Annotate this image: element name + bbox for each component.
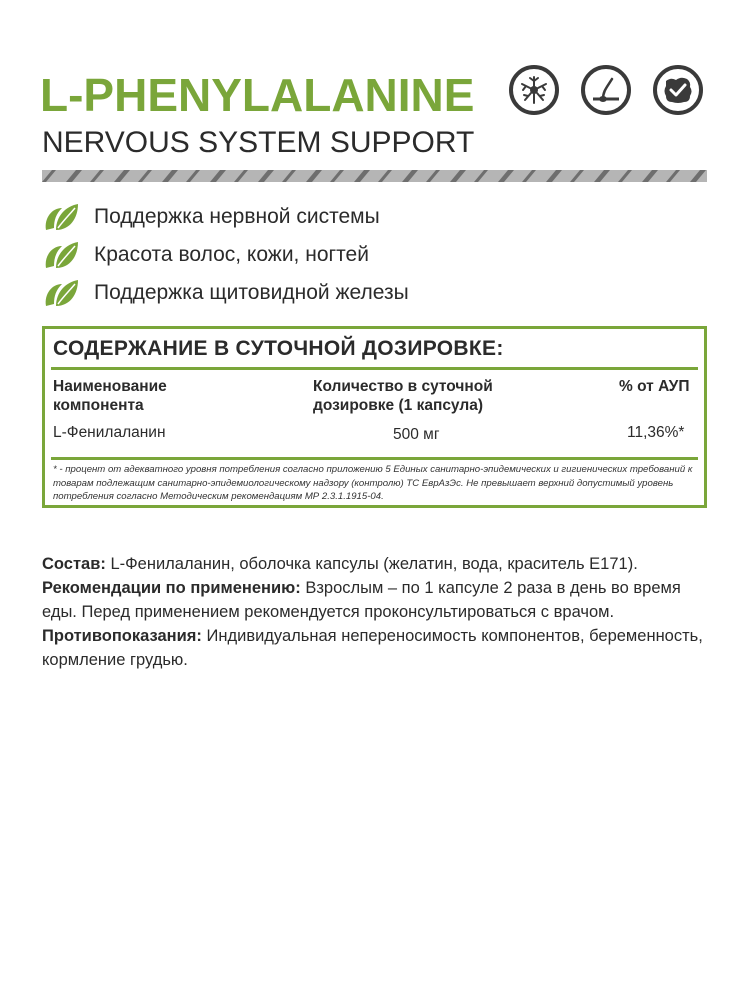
hair-icon [581, 65, 631, 115]
usage-text: Взрослым – по 1 капсуле 2 раза в день во время еды. Перед применением рекомендуется проконсультироваться с врачом. [42, 579, 681, 621]
neuron-icon [509, 65, 559, 115]
column-header-amount: Количество в суточной дозировке (1 капсула) [313, 378, 493, 414]
dosage-table [42, 326, 707, 508]
composition [42, 552, 707, 576]
product-info [42, 552, 707, 672]
divider [51, 457, 698, 460]
cell-amount: 500 мг [393, 426, 440, 443]
footnote: * - процент от адекватного уровня потребления согласно приложению 5 Единых санитарно-эпидемических и гигиенических требований к товарам подлежащим санитарно-эпидемиологическому надзору (контролю) ТС ЕврАзЭс. Не превышает верхний допустимый уровень потребления согласно Методическим рекомендациям МР 2.3.1.1915-04. [53, 464, 693, 502]
column-header-percent: % от АУП [619, 378, 690, 395]
contra-label: Противопоказания: [42, 627, 202, 645]
column-header-name: Наименование компонента [53, 378, 167, 414]
cell-percent: 11,36%* [627, 424, 685, 441]
leaf-icon [42, 238, 80, 272]
benefit-text: Красота волос, кожи, ногтей [94, 243, 369, 266]
product-subtitle: NERVOUS SYSTEM SUPPORT [42, 126, 475, 159]
leaf-icon [42, 276, 80, 310]
cell-name: L-Фенилаланин [53, 424, 166, 441]
contra-text: Индивидуальная непереносимость компонентов, беременность, кормление грудью. [42, 627, 703, 669]
decorative-stripe [42, 170, 707, 182]
usage [42, 576, 707, 624]
dosage-title: СОДЕРЖАНИЕ В СУТОЧНОЙ ДОЗИРОВКЕ: [53, 337, 504, 360]
leaf-icon [42, 200, 80, 234]
benefit-text: Поддержка щитовидной железы [94, 281, 409, 304]
product-title: L-PHENYLALANINE [40, 69, 475, 121]
contraindications [42, 624, 707, 672]
composition-label: Состав: [42, 555, 106, 573]
composition-text: L-Фенилаланин, оболочка капсулы (желатин, вода, краситель Е171). [105, 555, 638, 573]
skin-check-icon [653, 65, 703, 115]
usage-label: Рекомендации по применению: [42, 579, 301, 597]
benefit-text: Поддержка нервной системы [94, 205, 380, 228]
divider [51, 367, 698, 370]
